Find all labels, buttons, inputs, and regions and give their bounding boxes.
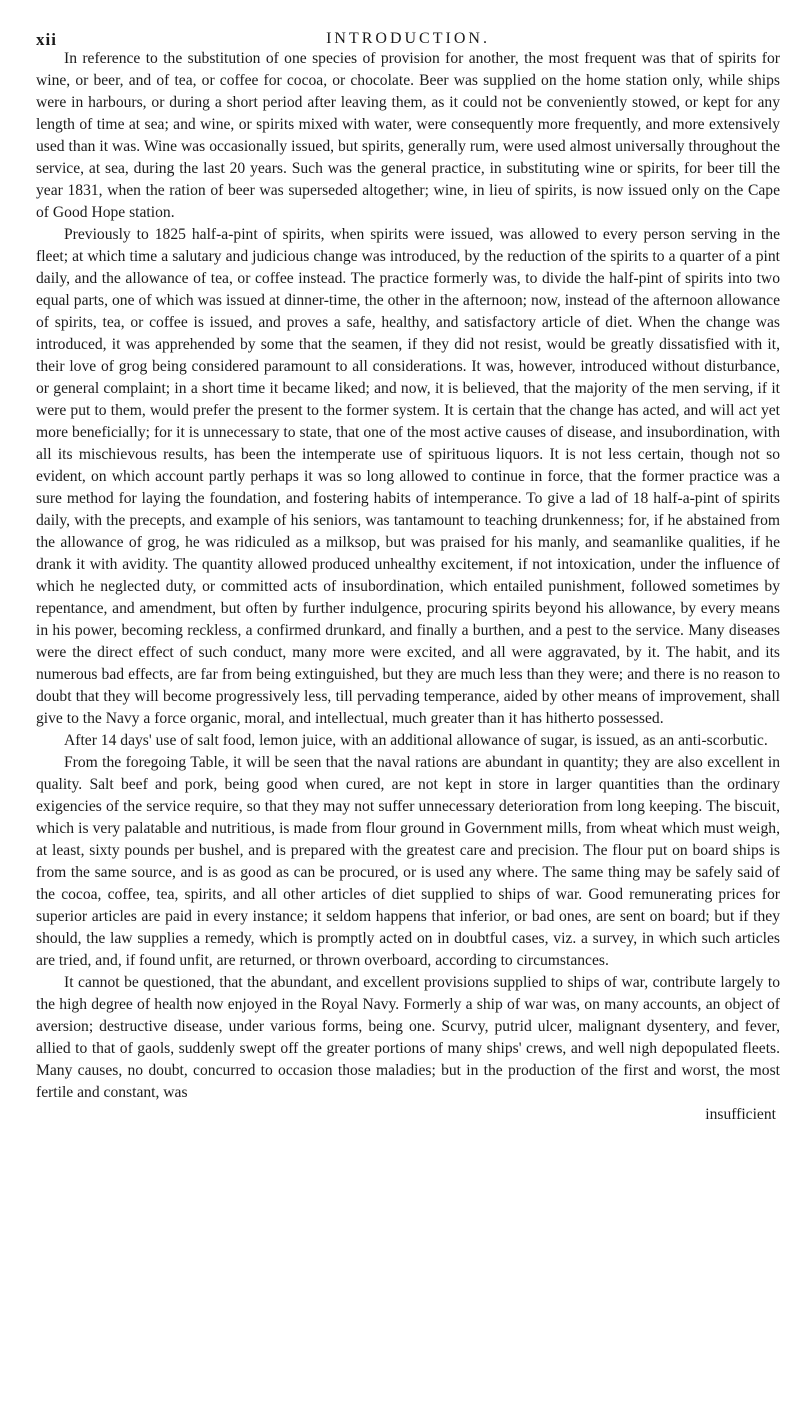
paragraph-provisions-quality: From the foregoing Table, it will be seen that the naval rations are abundant in quantity; they are also excellent in quality. Salt beef and pork, being good when cured, are not kept in store in larger quantities than the ordinary exigencies of the service require, so that they may not suffer unnecessary deterioration from long keeping. The biscuit, which is very palatable and nutritious, is made from flour ground in Government mills, from wheat which must weigh, at least, sixty pounds per bushel, and is prepared with the greatest care and precision. The flour put on board ships is from the same source, and is as good as can be procured, or is used any where. The same thing may be safely said of the cocoa, coffee, tea, spirits, and all other articles of diet supplied to ships of war. Good remunerating prices for superior articles are paid in every instance; it seldom happens that inferior, or bad ones, are sent on board; but if they should, the law supplies a remedy, which is promptly acted on in doubtful cases, viz. a survey, in which such articles are tried, and, if found unfit, are returned, or thrown overboard, according to circumstances. [36, 754, 780, 969]
running-title: INTRODUCTION. [326, 30, 490, 47]
body-text [36, 48, 780, 1104]
paragraph-health: It cannot be questioned, that the abundant, and excellent provisions supplied to ships of war, contribute largely to the high degree of health now enjoyed in the Royal Navy. Formerly a ship of war was, on many accounts, an object of aversion; destructive disease, under various forms, being one. Scurvy, putrid ulcer, malignant dysentery, and fever, allied to that of gaols, suddenly swept off the greater portions of many ships' crews, and well nigh depopulated fleets. Many causes, no doubt, concurred to occasion those maladies; but in the production of the first and worst, the most fertile and constant, was [36, 974, 780, 1101]
paragraph-lemon-juice: After 14 days' use of salt food, lemon juice, with an additional allowance of sugar, is issued, as an anti-scorbutic. [64, 732, 768, 749]
running-head [36, 0, 780, 48]
catchword: insufficient [705, 1106, 776, 1123]
page-number: xii [36, 30, 57, 49]
paragraph-substitution: In reference to the substitution of one species of provision for another, the most frequent was that of spirits for wine, or beer, and of tea, or coffee for cocoa, or chocolate. Beer was supplied on the home station only, while ships were in harbours, or during a short period after leaving them, as it could not be conveniently stowed, or kept for any length of time at sea; and wine, or spirits mixed with water, were consequently more frequently, and more extensively used than it was. Wine was occasionally issued, but spirits, generally rum, were used almost universally throughout the service, at sea, during the last 20 years. Such was the general practice, in substituting wine or spirits, for beer till the year 1831, when the ration of beer was superseded altogether; wine, in lieu of spirits, is now issued only on the Cape of Good Hope station. [36, 50, 780, 221]
book-page [36, 0, 780, 1401]
paragraph-spirits-allowance: Previously to 1825 half-a-pint of spirits, when spirits were issued, was allowed to every person serving in the fleet; at which time a salutary and judicious change was introduced, by the reduction of the spirits to a quarter of a pint daily, and the allowance of tea, or coffee instead. The practice formerly was, to divide the half-pint of spirits into two equal parts, one of which was issued at dinner-time, the other in the afternoon; now, instead of the afternoon allowance of spirits, tea, or coffee is issued, and proves a safe, healthy, and satisfactory article of diet. When the change was introduced, it was apprehended by some that the seamen, if they did not resist, would be greatly dissatisfied with it, their love of grog being considered paramount to all considerations. It was, however, introduced without disturbance, or general complaint; in a short time it became liked; and now, it is believed, that the majority of the men serving, if it were put to them, would prefer the present to the former system. It is certain that the change has acted, and will act yet more beneficially; for it is unnecessary to state, that one of the most active causes of disease, and insubordination, with all its mischievous results, has been the intemperate use of spirituous liquors. It is not less certain, though not so evident, on which account partly perhaps it was so long allowed to continue in force, that the former practice was a sure method for laying the foundation, and fostering habits of intemperance. To give a lad of 18 half-a-pint of spirits daily, with the precepts, and example of his seniors, was tantamount to teaching drunkenness; for, if he abstained from the allowance of grog, he was ridiculed as a milksop, but was praised for his manly, and seamanlike qualities, if he drank it with avidity. The quantity allowed produced unhealthy excitement, if not intoxication, under the influence of which he neglected duty, or committed acts of insubordination, which entailed punishment, followed sometimes by repentance, and amendment, but often by further indulgence, procuring spirits beyond his allowance, by every means in his power, becoming reckless, a confirmed drunkard, and finally a burthen, and a pest to the service. Many diseases were the direct effect of such conduct, many more were excited, and all were aggravated, by it. The habit, and its numerous bad effects, are far from being extinguished, but they are much less than they were; and there is no reason to doubt that they will become progressively less, till pervading temperance, aided by other means of improvement, shall give to the Navy a force organic, moral, and intellectual, much greater than it has hitherto possessed. [36, 226, 780, 727]
